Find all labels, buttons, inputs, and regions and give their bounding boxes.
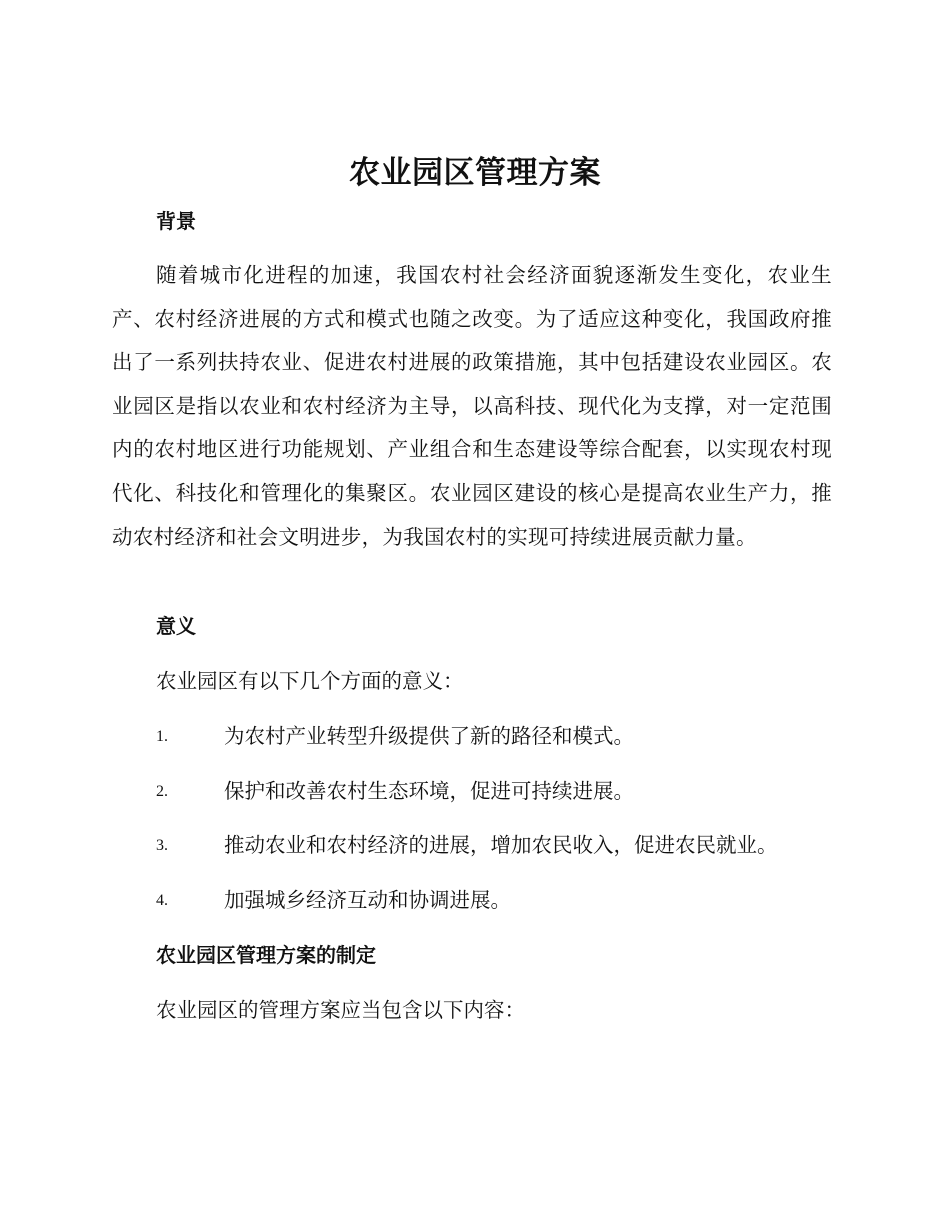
list-item-text: 加强城乡经济互动和协调进展。 xyxy=(224,888,511,912)
significance-intro: 农业园区有以下几个方面的意义： xyxy=(156,669,464,693)
plan-intro: 农业园区的管理方案应当包含以下内容： xyxy=(156,998,525,1022)
document-title: 农业园区管理方案 xyxy=(349,155,601,191)
section-heading-significance: 意义 xyxy=(156,614,196,638)
list-item-text: 保护和改善农村生态环境，促进可持续进展。 xyxy=(224,779,634,803)
list-item-number: 4. xyxy=(156,892,168,909)
list-item xyxy=(156,830,836,860)
list-item-number: 2. xyxy=(156,783,168,800)
list-item-number: 3. xyxy=(156,837,168,854)
list-item xyxy=(156,776,836,806)
list-item xyxy=(156,721,836,751)
section-heading-background: 背景 xyxy=(156,209,196,233)
section-heading-plan: 农业园区管理方案的制定 xyxy=(156,943,376,967)
list-item-number: 1. xyxy=(156,728,168,745)
list-item xyxy=(156,885,836,915)
list-item-text: 为农村产业转型升级提供了新的路径和模式。 xyxy=(224,724,634,748)
list-item-text: 推动农业和农村经济的进展，增加农民收入，促进农民就业。 xyxy=(224,833,778,857)
background-paragraph: 随着城市化进程的加速，我国农村社会经济面貌逐渐发生变化，农业生产、农村经济进展的方式和模式也随之改变。为了适应这种变化，我国政府推出了一系列扶持农业、促进农村进展的政策措施，其中包括建设农业园区。农业园区是指以农业和农村经济为主导，以高科技、现代化为支撑，对一定范围内的农村地区进行功能规划、产业组合和生态建设等综合配套，以实现农村现代化、科技化和管理化的集聚区。农业园区建设的核心是提高农业生产力，推动农村经济和社会文明进步，为我国农村的实现可持续进展贡献力量。 xyxy=(112,263,832,549)
